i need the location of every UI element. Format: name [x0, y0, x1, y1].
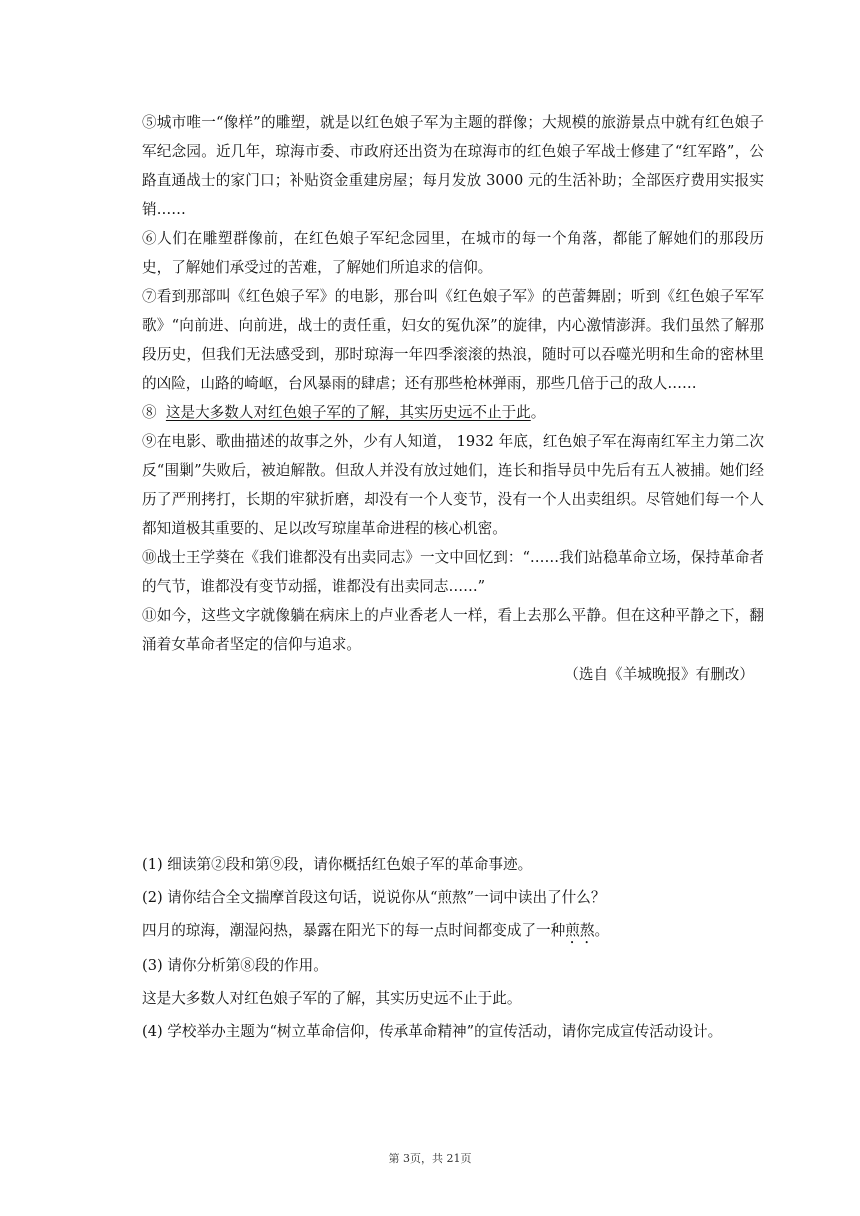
source-attribution: （选自《羊城晚报》有删改） [564, 666, 754, 683]
question-3: (3) 请你分析第⑧段的作用。 [142, 957, 328, 974]
page-number-footer: 第 3页，共 21页 [388, 1152, 472, 1165]
paragraph-8-end: 。 [530, 404, 546, 421]
paragraph-11: ⑪如今，这些文字就像躺在病床上的卢业香老人一样，看上去那么平静。但在这种平静之下，翻涌着女革命者坚定的信仰与追求。 [142, 607, 764, 653]
paragraph-6: ⑥人们在雕塑群像前，在红色娘子军纪念园里，在城市的每一个角落，都能了解她们的那段历史，了解她们承受过的苦难，了解她们所追求的信仰。 [142, 230, 764, 276]
paragraph-9: ⑨在电影、歌曲描述的故事之外，少有人知道， 1932 年底，红色娘子军在海南红军主力第二次反“围剿”失败后，被迫解散。但敌人并没有放过她们，连长和指导员中先后有五人被捕。她们经历了严刑拷打，长期的牢狱折磨，却没有一个人变节，没有一个人出卖组织。尽管她们每一个人都知道极其重要的、足以改写琼崖革命进程的核心机密。 [142, 433, 764, 537]
reading-passage [142, 108, 764, 689]
question-2: (2) 请你结合全文揣摩首段这句话，说说你从“煎熬”一词中读出了什么？ [142, 889, 606, 906]
question-3-quote: 这是大多数人对红色娘子军的了解，其实历史远不止于此。 [142, 990, 522, 1007]
paragraph-10: ⑩战士王学葵在《我们谁都没有出卖同志》一文中回忆到：“……我们站稳革命立场，保持革命者的气节，谁都没有变节动摇，谁都没有出卖同志……” [142, 549, 764, 595]
question-2-quote [142, 916, 772, 947]
paragraph-8 [142, 398, 764, 427]
question-list [142, 850, 772, 1050]
question-4: (4) 学校举办主题为“树立革命信仰，传承革命精神”的宣传活动，请你完成宣传活动设计。 [142, 1023, 723, 1040]
question-2-quote-before: 四月的琼海，潮湿闷热，暴露在阳光下的每一点时间都变成了一种 [142, 922, 566, 939]
paragraph-8-underlined-text: 这是大多数人对红色娘子军的了解，其实历史远不止于此 [165, 404, 531, 421]
paragraph-7: ⑦看到那部叫《红色娘子军》的电影，那台叫《红色娘子军》的芭蕾舞剧；听到《红色娘子军军歌》“向前进、向前进，战士的责任重，妇女的冤仇深”的旋律，内心激情澎湃。我们虽然了解那段历史，但我们无法感受到，那时琼海一年四季滚滚的热浪，随时可以吞噬光明和生命的密林里的凶险，山路的崎岖，台风暴雨的肆虐；还有那些枪林弹雨，那些几倍于己的敌人…… [142, 288, 764, 392]
question-2-quote-after: 。 [594, 922, 610, 939]
paragraph-8-number: ⑧ [142, 404, 157, 421]
question-1: (1) 细读第②段和第⑨段，请你概括红色娘子军的革命事迹。 [142, 856, 533, 873]
question-2-emphasized-word: 煎熬 [565, 922, 595, 939]
paragraph-5: ⑤城市唯一“像样”的雕塑，就是以红色娘子军为主题的群像；大规模的旅游景点中就有红色娘子军纪念园。近几年，琼海市委、市政府还出资为在琼海市的红色娘子军战士修建了“红军路”，公路直通战士的家门口；补贴资金重建房屋；每月发放 3000 元的生活补助；全部医疗费用实报实销…… [142, 114, 764, 218]
